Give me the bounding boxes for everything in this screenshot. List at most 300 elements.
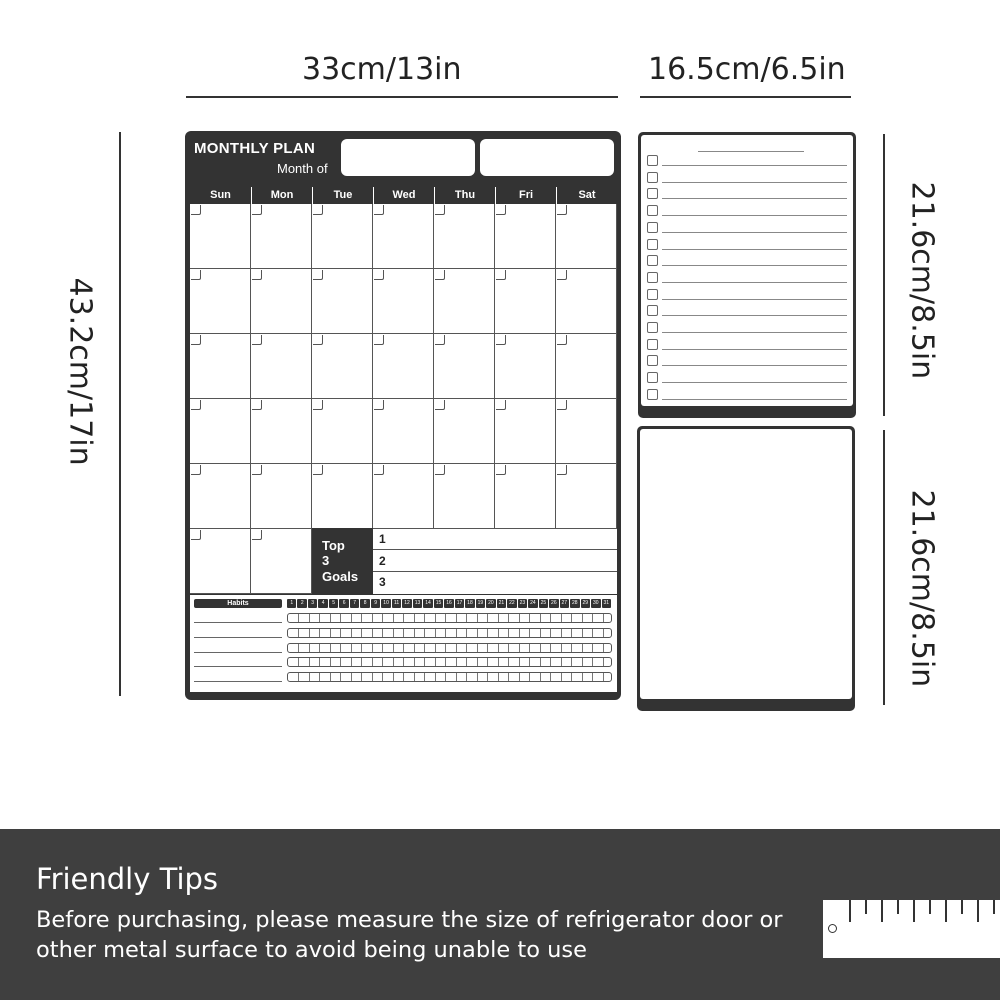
habit-track-divider (414, 673, 415, 681)
habit-day-number: 25 (540, 600, 547, 606)
habit-name-line (194, 681, 282, 682)
habit-track-divider (498, 658, 499, 666)
habit-track-divider (361, 658, 362, 666)
habit-track-divider (319, 629, 320, 637)
calendar-day-cell (251, 464, 312, 529)
day-sat: Sat (556, 187, 617, 204)
goal-number-2: 2 (379, 554, 386, 568)
calendar-day-cell (312, 334, 373, 399)
habit-track-divider (571, 658, 572, 666)
habit-track-divider (456, 673, 457, 681)
habit-day-number: 1 (287, 599, 296, 608)
ruler-tick (913, 900, 915, 922)
habit-track-divider (487, 658, 488, 666)
calendar-day-cell (434, 334, 495, 399)
calendar-day-cell (251, 334, 312, 399)
checklist-line (662, 365, 847, 366)
calendar-width-label: 33cm/13in (302, 52, 462, 87)
ruler-tick (881, 900, 883, 922)
habit-track-divider (361, 629, 362, 637)
date-corner-box (374, 335, 384, 345)
habit-track-divider (330, 658, 331, 666)
habit-track-divider (382, 614, 383, 622)
blank-height-label: 21.6cm/8.5in (904, 489, 940, 688)
calendar-day-cell (556, 464, 617, 529)
date-corner-box (191, 400, 201, 410)
calendar-day-cell (251, 399, 312, 464)
date-corner-box (191, 205, 201, 215)
calendar-day-cell (434, 204, 495, 269)
habit-track-divider (466, 629, 467, 637)
checklist-line (662, 198, 847, 199)
habit-track-divider (351, 644, 352, 652)
habit-track-divider (603, 629, 604, 637)
habit-track-divider (330, 644, 331, 652)
checklist-checkbox (647, 372, 658, 383)
list-width-line (640, 96, 851, 98)
habit-day-number: 12 (404, 600, 410, 606)
day-tue: Tue (312, 187, 373, 204)
habit-track-divider (571, 644, 572, 652)
checklist-checkbox (647, 339, 658, 350)
date-corner-box (374, 205, 384, 215)
habit-day-number: 24 (530, 600, 536, 606)
calendar-day-cell (251, 204, 312, 269)
date-corner-box (374, 270, 384, 280)
habit-day-number: 13 (414, 600, 421, 606)
habit-track-divider (393, 629, 394, 637)
habit-track-divider (561, 629, 562, 637)
habit-track-divider (298, 629, 299, 637)
date-corner-box (557, 270, 567, 280)
habit-day-number: 18 (467, 600, 473, 606)
habit-track-divider (508, 629, 509, 637)
goal-number-1: 1 (379, 532, 386, 546)
habit-track-divider (571, 614, 572, 622)
habit-track-divider (382, 673, 383, 681)
habit-track-divider (414, 658, 415, 666)
calendar-height-line (119, 132, 121, 696)
date-corner-box (557, 400, 567, 410)
day-thu: Thu (434, 187, 495, 204)
calendar-day-cell (556, 334, 617, 399)
habit-track-divider (393, 658, 394, 666)
habit-day-number: 7 (350, 599, 359, 608)
checklist-line (662, 165, 847, 166)
habit-track-divider (414, 629, 415, 637)
checklist-line (662, 282, 847, 283)
habit-track-divider (403, 629, 404, 637)
habit-track-divider (330, 673, 331, 681)
habit-track-divider (550, 629, 551, 637)
month-field-1 (341, 139, 475, 176)
blank-height-line (883, 430, 885, 705)
habit-track-divider (298, 658, 299, 666)
calendar-day-cell (312, 464, 373, 529)
habit-track-divider (424, 614, 425, 622)
habit-track-divider (592, 614, 593, 622)
habit-track-divider (540, 673, 541, 681)
habit-track-divider (372, 644, 373, 652)
habit-day-number: 26 (551, 600, 557, 606)
habit-track-divider (298, 644, 299, 652)
list-width-label: 16.5cm/6.5in (648, 52, 846, 87)
habit-track-divider (340, 614, 341, 622)
habit-track-divider (519, 673, 520, 681)
habit-track-divider (487, 614, 488, 622)
calendar-day-cell (495, 334, 556, 399)
habit-track-divider (487, 644, 488, 652)
checklist-checkbox (647, 305, 658, 316)
habit-track-divider (456, 644, 457, 652)
habit-day-number: 21 (498, 600, 505, 606)
date-corner-box (557, 465, 567, 475)
habit-name-line (194, 652, 282, 653)
habit-track-divider (603, 673, 604, 681)
habit-day-number: 23 (519, 600, 526, 606)
checklist-line (662, 232, 847, 233)
date-corner-box (374, 465, 384, 475)
habit-track-divider (540, 614, 541, 622)
habit-track-divider (582, 673, 583, 681)
habit-track-divider (340, 658, 341, 666)
ruler-tick (945, 900, 947, 922)
habit-track-divider (445, 629, 446, 637)
goal-line (373, 571, 617, 572)
checklist-checkbox (647, 289, 658, 300)
habit-track-divider (477, 614, 478, 622)
habit-track-divider (592, 673, 593, 681)
habit-track-divider (498, 614, 499, 622)
list-height-label: 21.6cm/8.5in (904, 181, 940, 380)
habit-track-divider (550, 658, 551, 666)
habit-track-divider (435, 629, 436, 637)
habit-track-divider (445, 658, 446, 666)
habit-track-divider (508, 658, 509, 666)
ruler-tick (977, 900, 979, 922)
habit-day-number: 22 (509, 600, 515, 606)
calendar-day-cell (434, 464, 495, 529)
calendar-width-line (186, 96, 618, 98)
date-corner-box (313, 335, 323, 345)
habit-track-divider (309, 644, 310, 652)
habit-track-divider (372, 629, 373, 637)
habit-track-divider (372, 673, 373, 681)
habit-track-divider (582, 644, 583, 652)
monthly-plan-title: MONTHLY PLAN (194, 140, 316, 157)
date-corner-box (435, 465, 445, 475)
date-corner-box (252, 400, 262, 410)
habit-track-row (287, 613, 612, 623)
calendar-day-cell (312, 269, 373, 334)
habit-day-number: 2 (297, 599, 306, 608)
day-wed: Wed (373, 187, 434, 204)
habit-track-divider (519, 658, 520, 666)
habit-track-divider (519, 629, 520, 637)
calendar-day-cell (373, 334, 434, 399)
habit-track-divider (351, 673, 352, 681)
habit-track-divider (372, 658, 373, 666)
date-corner-box (374, 400, 384, 410)
checklist-checkbox (647, 272, 658, 283)
day-fri: Fri (495, 187, 556, 204)
habit-track-divider (403, 673, 404, 681)
ruler-tick (929, 900, 931, 914)
habit-track-divider (466, 614, 467, 622)
habit-track-row (287, 657, 612, 667)
top-goals-box (312, 528, 373, 594)
habit-track-divider (351, 658, 352, 666)
calendar-day-cell (373, 399, 434, 464)
habit-track-divider (340, 629, 341, 637)
month-field-2 (480, 139, 614, 176)
date-corner-box (435, 335, 445, 345)
habit-day-number: 14 (425, 600, 431, 606)
date-corner-box (191, 335, 201, 345)
habit-track-divider (592, 629, 593, 637)
date-corner-box (313, 400, 323, 410)
calendar-day-cell (373, 269, 434, 334)
checklist-line (662, 265, 847, 266)
month-of-label: Month of (277, 161, 328, 176)
habit-track-divider (561, 614, 562, 622)
habit-track-divider (487, 673, 488, 681)
date-corner-box (191, 530, 201, 540)
date-corner-box (557, 205, 567, 215)
calendar-day-cell (556, 269, 617, 334)
goal-number-3: 3 (379, 575, 386, 589)
calendar-day-cell (556, 399, 617, 464)
habit-track-divider (561, 673, 562, 681)
habit-track-divider (508, 644, 509, 652)
date-corner-box (496, 465, 506, 475)
habit-track-divider (403, 614, 404, 622)
habit-track-divider (529, 614, 530, 622)
ruler-hole (828, 924, 837, 933)
habit-track-divider (498, 629, 499, 637)
checklist-checkbox (647, 205, 658, 216)
habit-track-divider (340, 673, 341, 681)
weekday-header (190, 187, 617, 204)
date-corner-box (313, 465, 323, 475)
habit-track-row (287, 672, 612, 682)
calendar-day-cell (495, 464, 556, 529)
habit-track-divider (477, 644, 478, 652)
calendar-day-cell (373, 204, 434, 269)
checklist-checkbox (647, 355, 658, 366)
checklist-line (662, 399, 847, 400)
checklist-line (662, 332, 847, 333)
habit-day-number: 27 (561, 600, 568, 606)
calendar-day-cell (251, 529, 312, 594)
habit-track-divider (424, 644, 425, 652)
habit-day-number: 9 (371, 599, 380, 608)
habit-track-divider (361, 673, 362, 681)
habit-track-divider (309, 629, 310, 637)
habit-day-number: 30 (592, 600, 599, 606)
checklist-line (662, 215, 847, 216)
calendar-day-cell (190, 334, 251, 399)
ruler-tick (961, 900, 963, 914)
checklist-line (662, 182, 847, 183)
habit-day-number: 16 (446, 600, 452, 606)
date-corner-box (435, 270, 445, 280)
habit-day-number: 4 (318, 599, 327, 608)
habit-track-divider (508, 673, 509, 681)
calendar-day-cell (190, 204, 251, 269)
checklist-checkbox (647, 172, 658, 183)
habit-track-divider (351, 629, 352, 637)
habit-track-divider (466, 658, 467, 666)
calendar-day-cell (190, 529, 251, 594)
habit-track-divider (445, 644, 446, 652)
habit-track-divider (529, 644, 530, 652)
day-sun: Sun (210, 189, 231, 201)
checklist-title-line (698, 151, 804, 152)
habit-track-divider (582, 629, 583, 637)
date-corner-box (191, 465, 201, 475)
habit-track-divider (309, 658, 310, 666)
habit-track-divider (456, 658, 457, 666)
date-corner-box (435, 205, 445, 215)
habit-track-divider (445, 614, 446, 622)
goals-label-goals: Goals (322, 569, 359, 584)
habit-name-line (194, 637, 282, 638)
habit-track-divider (540, 658, 541, 666)
checklist-line (662, 249, 847, 250)
checklist-checkbox (647, 222, 658, 233)
habit-track-divider (435, 614, 436, 622)
blank-surface (640, 429, 852, 699)
calendar-day-cell (556, 204, 617, 269)
habit-track-divider (319, 658, 320, 666)
habit-track-divider (393, 673, 394, 681)
habit-track-divider (582, 614, 583, 622)
habit-track-divider (298, 614, 299, 622)
day-mon: Mon (251, 187, 312, 204)
date-corner-box (252, 335, 262, 345)
habit-track-divider (414, 614, 415, 622)
date-corner-box (313, 270, 323, 280)
habit-track-divider (456, 614, 457, 622)
calendar-day-cell (190, 269, 251, 334)
habit-track-divider (435, 673, 436, 681)
list-height-line (883, 134, 885, 416)
date-corner-box (252, 465, 262, 475)
habits-label: Habits (194, 599, 282, 608)
habit-track-divider (508, 614, 509, 622)
habit-track-divider (550, 673, 551, 681)
date-corner-box (496, 205, 506, 215)
habit-track-divider (340, 644, 341, 652)
habit-track-divider (403, 644, 404, 652)
habit-track-divider (424, 673, 425, 681)
habit-track-divider (550, 614, 551, 622)
date-corner-box (313, 205, 323, 215)
habit-track-divider (529, 658, 530, 666)
habit-track-divider (466, 644, 467, 652)
habit-track-divider (561, 658, 562, 666)
habit-track-row (287, 643, 612, 653)
habit-track-divider (498, 644, 499, 652)
calendar-day-cell (495, 204, 556, 269)
habit-day-number: 11 (392, 599, 401, 608)
calendar-day-cell (434, 269, 495, 334)
calendar-height-label: 43.2cm/17in (62, 277, 98, 466)
ruler-tick (897, 900, 899, 914)
calendar-day-cell (373, 464, 434, 529)
habit-name-line (194, 666, 282, 667)
habit-day-number: 6 (339, 599, 348, 608)
date-corner-box (252, 530, 262, 540)
habit-track-divider (529, 629, 530, 637)
habit-track-divider (582, 658, 583, 666)
date-corner-box (252, 270, 262, 280)
goals-label-3: 3 (322, 553, 330, 568)
habit-day-number: 3 (308, 599, 317, 608)
habit-track-divider (603, 614, 604, 622)
checklist-checkbox (647, 239, 658, 250)
habit-day-number: 29 (582, 600, 589, 606)
date-corner-box (557, 335, 567, 345)
habit-track-divider (519, 614, 520, 622)
habit-track-divider (414, 644, 415, 652)
habit-track-divider (603, 644, 604, 652)
habit-track-divider (298, 673, 299, 681)
checklist-line (662, 349, 847, 350)
habit-track-divider (309, 673, 310, 681)
checklist-checkbox (647, 155, 658, 166)
ruler-tick (849, 900, 851, 922)
habit-day-number: 10 (383, 600, 389, 606)
habit-track-divider (330, 629, 331, 637)
habit-track-divider (571, 629, 572, 637)
tips-body: Before purchasing, please measure the size of refrigerator door or other metal surface to avoid being unable to use (36, 907, 783, 963)
checklist-line (662, 382, 847, 383)
habit-track-divider (603, 658, 604, 666)
habit-day-number: 20 (488, 600, 494, 606)
habit-day-number: 5 (329, 599, 338, 608)
habit-track-divider (529, 673, 530, 681)
habit-track-divider (424, 658, 425, 666)
habit-day-number: 31 (603, 600, 610, 606)
goal-line (373, 549, 617, 550)
habit-track-divider (361, 644, 362, 652)
habit-track-divider (487, 629, 488, 637)
habit-track-divider (382, 629, 383, 637)
checklist-checkbox (647, 322, 658, 333)
habit-track-divider (393, 644, 394, 652)
habit-track-divider (403, 658, 404, 666)
habit-day-number: 28 (572, 600, 578, 606)
habit-track-divider (382, 658, 383, 666)
checklist-line (662, 315, 847, 316)
tips-title: Friendly Tips (36, 862, 219, 896)
habit-track-divider (372, 614, 373, 622)
habit-track-divider (477, 673, 478, 681)
date-corner-box (496, 400, 506, 410)
checklist-checkbox (647, 255, 658, 266)
habit-track-divider (319, 614, 320, 622)
habit-track-divider (540, 629, 541, 637)
checklist-line (662, 299, 847, 300)
calendar-day-cell (190, 464, 251, 529)
habit-track-divider (592, 644, 593, 652)
habit-track-divider (456, 629, 457, 637)
habit-track-divider (571, 673, 572, 681)
habit-track-divider (319, 644, 320, 652)
calendar-day-cell (190, 399, 251, 464)
